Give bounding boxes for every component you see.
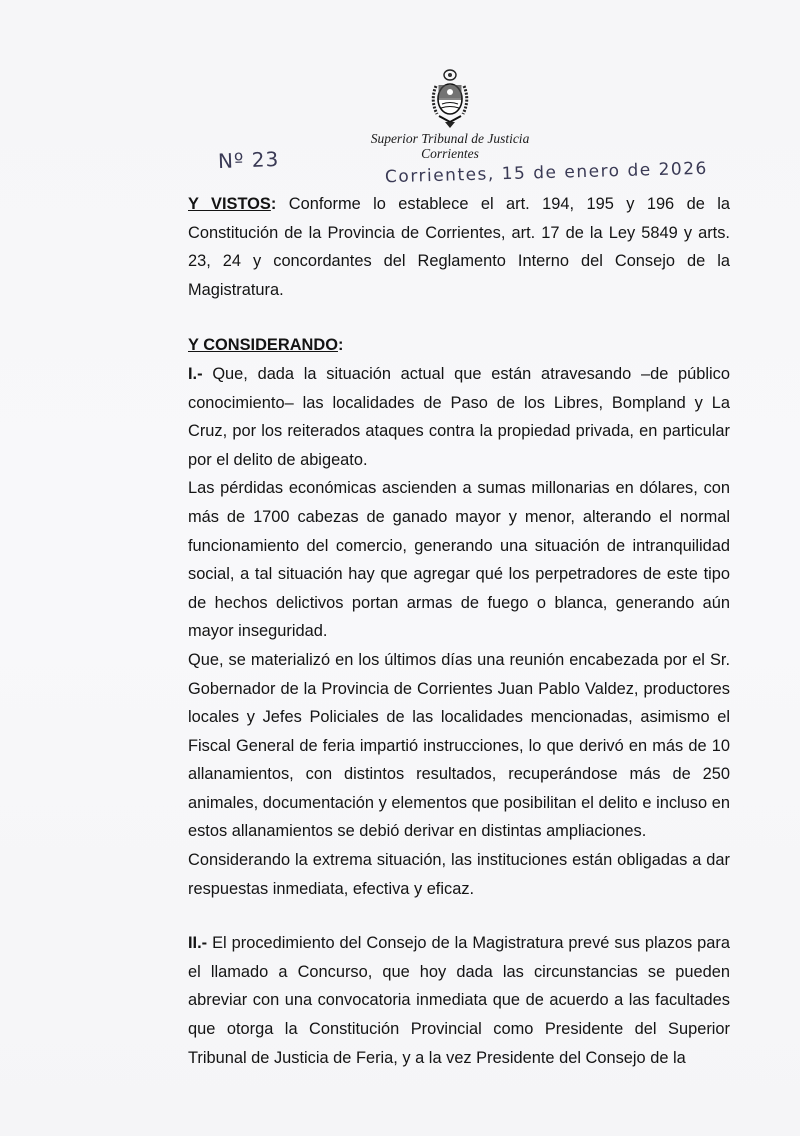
section-1-paragraph-2: Las pérdidas económicas ascienden a sumas millonarias en dólares, con más de 1700 cabezas de ganado mayor y menor, alterando el normal funcionamiento del comercio, generando una situación de intranquilidad social, a tal situación hay que agregar qué los perpetradores de este tipo de hechos delictivos portan armas de fuego o blanca, generando aún mayor inseguridad. — [188, 479, 730, 641]
section-1-paragraph-1 — [188, 360, 730, 474]
institution-header — [340, 131, 560, 161]
section-1-numeral: I.- — [188, 364, 203, 383]
institution-province: Corrientes — [421, 146, 479, 161]
coat-of-arms-seal — [427, 68, 473, 130]
section-2-text: El procedimiento del Consejo de la Magistratura prevé sus plazos para el llamado a Concurso, que hoy dada las circunstancias se pueden abreviar con una convocatoria inmediata que de acuerdo a las facultades que otorga la Constitución Provincial como Presidente del Superior Tribunal de Justicia de Feria, y a la vez Presidente del Consejo de la — [188, 934, 730, 1067]
considerando-heading-line — [188, 331, 730, 360]
vistos-paragraph — [188, 190, 730, 304]
handwritten-date: Corrientes, 15 de enero de 2026 — [384, 158, 709, 188]
section-1-paragraph-4: Considerando la extrema situación, las instituciones están obligadas a dar respuestas inmediata, efectiva y eficaz. — [188, 851, 730, 898]
considerando-heading: Y CONSIDERANDO — [188, 336, 338, 355]
handwritten-resolution-number: Nº 23 — [217, 146, 280, 174]
vistos-heading: Y VISTOS — [188, 195, 271, 213]
section-2-paragraph — [188, 929, 730, 1072]
institution-name: Superior Tribunal de Justicia — [370, 131, 530, 146]
section-1-text-1: Que, dada la situación actual que están atravesando –de público conocimiento– las localidades de Paso de los Libres, Bompland y La Cruz, por los reiterados ataques contra la propiedad privada, en particular por el delito de abigeato. — [188, 364, 730, 469]
section-1-paragraph-3: Que, se materializó en los últimos días una reunión encabezada por el Sr. Gobernador de la Provincia de Corrientes Juan Pablo Valdez, productores locales y Jefes Policiales de las localidades mencionadas, asimismo el Fiscal General de feria impartió instrucciones, lo que derivó en más de 10 allanamientos, con distintos resultados, recuperándose más de 250 animales, documentación y elementos que posibilitan el delito e incluso en estos allanamientos se debió derivar en distintas ampliaciones. — [188, 650, 730, 841]
document-body — [188, 190, 730, 1072]
vistos-text: Conforme lo establece el art. 194, 195 y 196 de la Constitución de la Provincia de Corrientes, art. 17 de la Ley 5849 y arts. 23, 24 y concordantes del Reglamento Interno del Consejo de la Magistratura. — [188, 195, 730, 299]
vistos-colon: : — [270, 195, 277, 213]
section-2-numeral: II.- — [188, 934, 208, 953]
considerando-colon: : — [337, 336, 344, 355]
